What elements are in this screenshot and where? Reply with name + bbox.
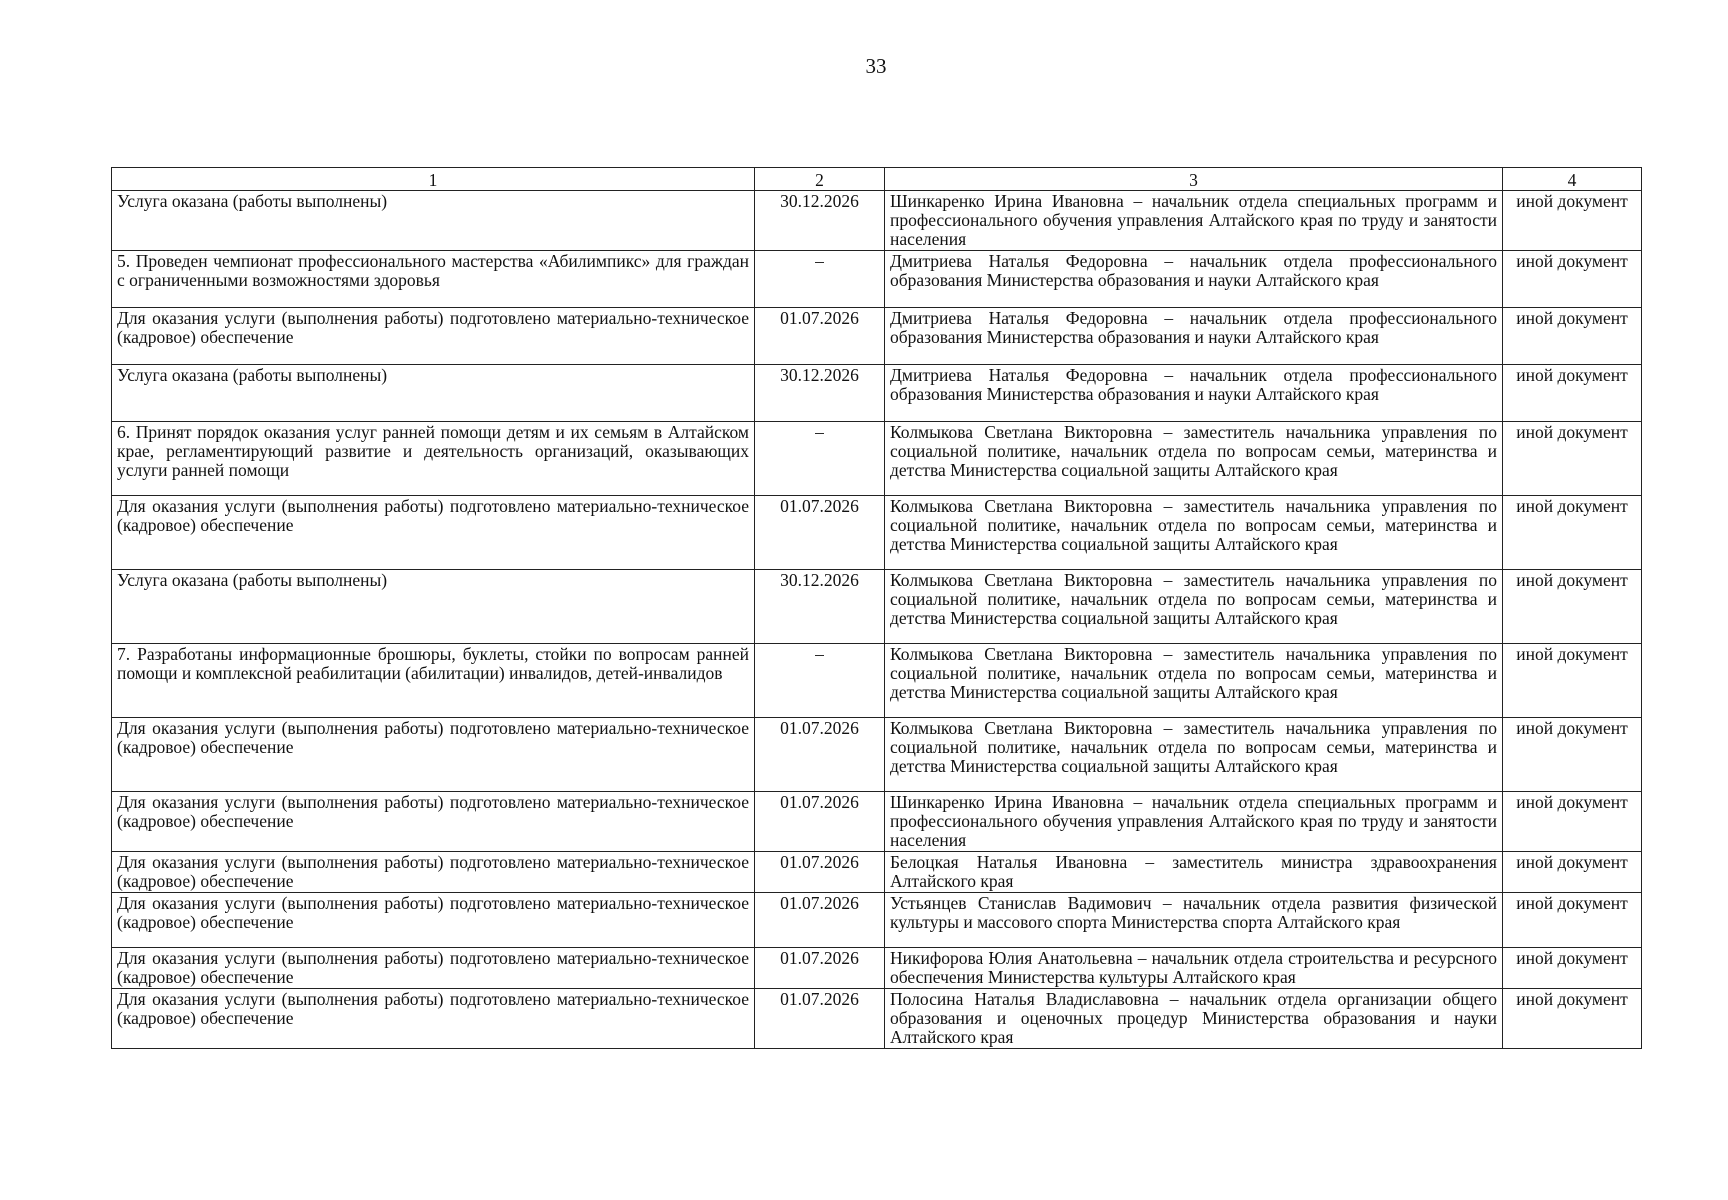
column-header-3: 3 bbox=[885, 168, 1503, 191]
table-row bbox=[112, 948, 1642, 989]
event-cell: 5. Проведен чемпионат профессионального мастерства «Абилимпикс» для граждан с ограниченными возможностями здоровья bbox=[112, 251, 755, 308]
document-type-cell: иной документ bbox=[1503, 893, 1642, 948]
header-row bbox=[112, 168, 1642, 191]
responsible-cell: Шинкаренко Ирина Ивановна – начальник отдела специальных программ и профессионального обучения управления Алтайского края по труду и занятости населения bbox=[885, 191, 1503, 251]
date-cell: 01.07.2026 bbox=[755, 718, 885, 792]
document-type-cell: иной документ bbox=[1503, 496, 1642, 570]
responsible-cell: Колмыкова Светлана Викторовна – заместитель начальника управления по социальной политике, начальник отдела по вопросам семьи, материнства и детства Министерства социальной защиты Алтайского края bbox=[885, 422, 1503, 496]
document-type-cell: иной документ bbox=[1503, 718, 1642, 792]
event-cell: Услуга оказана (работы выполнены) bbox=[112, 365, 755, 422]
table-row bbox=[112, 852, 1642, 893]
event-cell: Для оказания услуги (выполнения работы) подготовлено материально-техническое (кадровое) обеспечение bbox=[112, 852, 755, 893]
date-cell: 01.07.2026 bbox=[755, 948, 885, 989]
table-row bbox=[112, 191, 1642, 251]
event-cell: Для оказания услуги (выполнения работы) подготовлено материально-техническое (кадровое) обеспечение bbox=[112, 496, 755, 570]
document-type-cell: иной документ bbox=[1503, 251, 1642, 308]
document-type-cell: иной документ bbox=[1503, 852, 1642, 893]
document-type-cell: иной документ bbox=[1503, 989, 1642, 1049]
column-header-4: 4 bbox=[1503, 168, 1642, 191]
event-cell: 7. Разработаны информационные брошюры, буклеты, стойки по вопросам ранней помощи и комплексной реабилитации (абилитации) инвалидов, детей-инвалидов bbox=[112, 644, 755, 718]
table-row bbox=[112, 893, 1642, 948]
event-cell: Услуга оказана (работы выполнены) bbox=[112, 191, 755, 251]
responsible-cell: Полосина Наталья Владиславовна – начальник отдела организации общего образования и оценочных процедур Министерства образования и науки Алтайского края bbox=[885, 989, 1503, 1049]
responsible-cell: Дмитриева Наталья Федоровна – начальник отдела профессионального образования Министерства образования и науки Алтайского края bbox=[885, 251, 1503, 308]
plan-table bbox=[111, 167, 1642, 1049]
responsible-cell: Белоцкая Наталья Ивановна – заместитель министра здравоохранения Алтайского края bbox=[885, 852, 1503, 893]
table-row bbox=[112, 718, 1642, 792]
responsible-cell: Колмыкова Светлана Викторовна – заместитель начальника управления по социальной политике, начальник отдела по вопросам семьи, материнства и детства Министерства социальной защиты Алтайского края bbox=[885, 570, 1503, 644]
column-header-2: 2 bbox=[755, 168, 885, 191]
date-cell: 30.12.2026 bbox=[755, 570, 885, 644]
page-number: 33 bbox=[865, 54, 887, 78]
event-cell: Для оказания услуги (выполнения работы) подготовлено материально-техническое (кадровое) обеспечение bbox=[112, 893, 755, 948]
date-cell: – bbox=[755, 644, 885, 718]
date-cell: – bbox=[755, 422, 885, 496]
date-cell: – bbox=[755, 251, 885, 308]
event-cell: 6. Принят порядок оказания услуг ранней помощи детям и их семьям в Алтайском крае, регламентирующий развитие и деятельность организаций, оказывающих услуги ранней помощи bbox=[112, 422, 755, 496]
date-cell: 30.12.2026 bbox=[755, 191, 885, 251]
column-header-1: 1 bbox=[112, 168, 755, 191]
table-row bbox=[112, 792, 1642, 852]
table-row bbox=[112, 989, 1642, 1049]
document-type-cell: иной документ bbox=[1503, 308, 1642, 365]
date-cell: 01.07.2026 bbox=[755, 308, 885, 365]
event-cell: Услуга оказана (работы выполнены) bbox=[112, 570, 755, 644]
responsible-cell: Дмитриева Наталья Федоровна – начальник отдела профессионального образования Министерства образования и науки Алтайского края bbox=[885, 365, 1503, 422]
date-cell: 01.07.2026 bbox=[755, 792, 885, 852]
date-cell: 01.07.2026 bbox=[755, 496, 885, 570]
table-row bbox=[112, 496, 1642, 570]
responsible-cell: Колмыкова Светлана Викторовна – заместитель начальника управления по социальной политике, начальник отдела по вопросам семьи, материнства и детства Министерства социальной защиты Алтайского края bbox=[885, 496, 1503, 570]
document-type-cell: иной документ bbox=[1503, 792, 1642, 852]
date-cell: 01.07.2026 bbox=[755, 852, 885, 893]
responsible-cell: Колмыкова Светлана Викторовна – заместитель начальника управления по социальной политике, начальник отдела по вопросам семьи, материнства и детства Министерства социальной защиты Алтайского края bbox=[885, 718, 1503, 792]
event-cell: Для оказания услуги (выполнения работы) подготовлено материально-техническое (кадровое) обеспечение bbox=[112, 948, 755, 989]
date-cell: 01.07.2026 bbox=[755, 893, 885, 948]
document-type-cell: иной документ bbox=[1503, 191, 1642, 251]
table-row bbox=[112, 308, 1642, 365]
document-type-cell: иной документ bbox=[1503, 365, 1642, 422]
responsible-cell: Устьянцев Станислав Вадимович – начальник отдела развития физической культуры и массового спорта Министерства спорта Алтайского края bbox=[885, 893, 1503, 948]
responsible-cell: Никифорова Юлия Анатольевна – начальник отдела строительства и ресурсного обеспечения Министерства культуры Алтайского края bbox=[885, 948, 1503, 989]
event-cell: Для оказания услуги (выполнения работы) подготовлено материально-техническое (кадровое) обеспечение bbox=[112, 718, 755, 792]
date-cell: 01.07.2026 bbox=[755, 989, 885, 1049]
event-cell: Для оказания услуги (выполнения работы) подготовлено материально-техническое (кадровое) обеспечение bbox=[112, 308, 755, 365]
date-cell: 30.12.2026 bbox=[755, 365, 885, 422]
document-type-cell: иной документ bbox=[1503, 422, 1642, 496]
table-row bbox=[112, 365, 1642, 422]
responsible-cell: Шинкаренко Ирина Ивановна – начальник отдела специальных программ и профессионального обучения управления Алтайского края по труду и занятости населения bbox=[885, 792, 1503, 852]
responsible-cell: Дмитриева Наталья Федоровна – начальник отдела профессионального образования Министерства образования и науки Алтайского края bbox=[885, 308, 1503, 365]
table-row bbox=[112, 570, 1642, 644]
table-body bbox=[112, 191, 1642, 1049]
event-cell: Для оказания услуги (выполнения работы) подготовлено материально-техническое (кадровое) обеспечение bbox=[112, 792, 755, 852]
document-type-cell: иной документ bbox=[1503, 570, 1642, 644]
responsible-cell: Колмыкова Светлана Викторовна – заместитель начальника управления по социальной политике, начальник отдела по вопросам семьи, материнства и детства Министерства социальной защиты Алтайского края bbox=[885, 644, 1503, 718]
document-type-cell: иной документ bbox=[1503, 644, 1642, 718]
event-cell: Для оказания услуги (выполнения работы) подготовлено материально-техническое (кадровое) обеспечение bbox=[112, 989, 755, 1049]
table-row bbox=[112, 644, 1642, 718]
table-row bbox=[112, 251, 1642, 308]
table-row bbox=[112, 422, 1642, 496]
document-type-cell: иной документ bbox=[1503, 948, 1642, 989]
